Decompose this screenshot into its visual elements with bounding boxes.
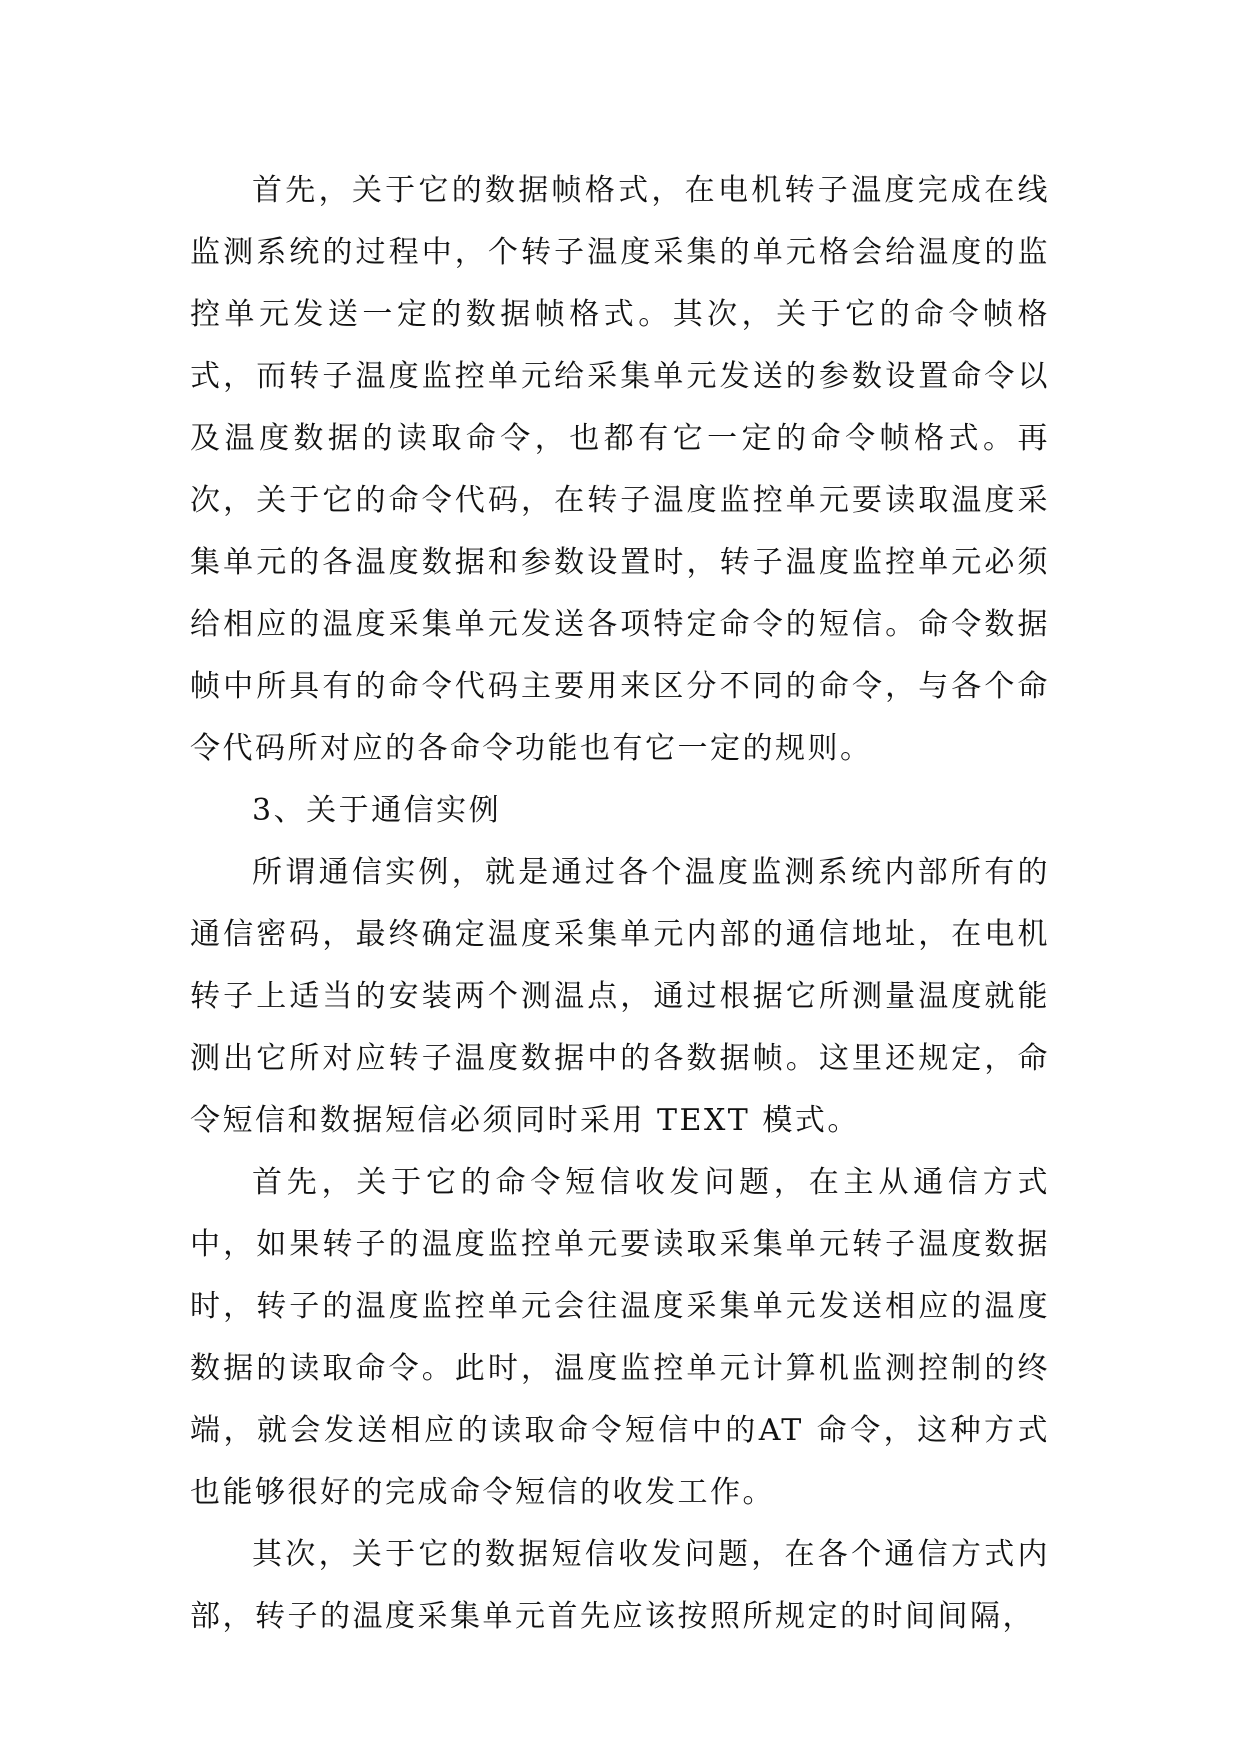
paragraph-frame-format: 首先，关于它的数据帧格式，在电机转子温度完成在线监测系统的过程中，个转子温度采集的单元格会给温度的监控单元发送一定的数据帧格式。其次，关于它的命令帧格式，而转子温度监控单元给采集单元发送的参数设置命令以及温度数据的读取命令，也都有它一定的命令帧格式。再次，关于它的命令代码，在转子温度监控单元要读取温度采集单元的各温度数据和参数设置时，转子温度监控单元必须给相应的温度采集单元发送各项特定命令的短信。命令数据帧中所具有的命令代码主要用来区分不同的命令，与各个命令代码所对应的各命令功能也有它一定的规则。 — [190, 173, 1050, 766]
paragraph-communication-example: 所谓通信实例，就是通过各个温度监测系统内部所有的通信密码，最终确定温度采集单元内部的通信地址，在电机转子上适当的安装两个测温点，通过根据它所测量温度就能测出它所对应转子温度数据中的各数据帧。这里还规定，命令短信和数据短信必须同时采用 TEXT 模式。 — [190, 855, 1050, 1138]
document-body — [190, 160, 1050, 1648]
paragraph-data-sms: 其次，关于它的数据短信收发问题，在各个通信方式内部，转子的温度采集单元首先应该按照所规定的时间间隔， — [190, 1537, 1050, 1634]
section-heading-communication-example: 3、关于通信实例 — [252, 793, 502, 828]
paragraph-command-sms: 首先，关于它的命令短信收发问题，在主从通信方式中，如果转子的温度监控单元要读取采集单元转子温度数据时，转子的温度监控单元会往温度采集单元发送相应的温度数据的读取命令。此时，温度监控单元计算机监测控制的终端，就会发送相应的读取命令短信中的AT 命令，这种方式也能够很好的完成命令短信的收发工作。 — [190, 1165, 1050, 1510]
